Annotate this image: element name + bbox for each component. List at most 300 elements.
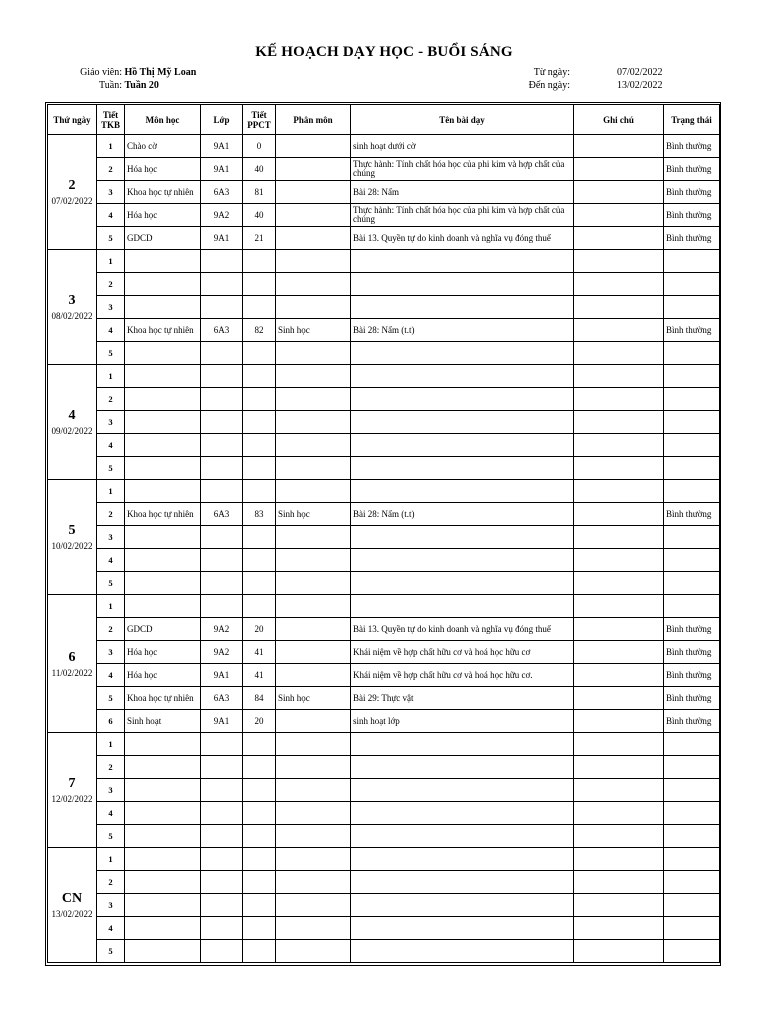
day-number: 6 xyxy=(68,649,76,665)
branch-cell xyxy=(276,618,351,641)
branch-cell xyxy=(276,250,351,273)
subject-cell xyxy=(125,526,201,549)
tkb-cell: 1 xyxy=(97,480,125,503)
col-header-day: Thứ ngày xyxy=(48,105,97,135)
teacher-name: Hồ Thị Mỹ Loan xyxy=(124,67,197,78)
teacher-label: Giáo viên: xyxy=(80,67,122,78)
class-cell xyxy=(201,342,243,365)
from-label: Từ ngày: xyxy=(533,67,570,78)
lesson-cell xyxy=(351,549,574,572)
branch-cell xyxy=(276,549,351,572)
lesson-text: Khái niệm về hợp chất hữu cơ và hoá học hữu cơ xyxy=(353,646,531,657)
tkb-cell: 1 xyxy=(97,135,125,158)
table-row xyxy=(48,940,720,963)
status-cell xyxy=(664,848,720,871)
subject-cell: Hóa học xyxy=(125,204,201,227)
table-header-row xyxy=(48,105,720,135)
tkb-cell: 3 xyxy=(97,181,125,204)
ppct-cell: 0 xyxy=(243,135,276,158)
subject-cell: Hóa học xyxy=(125,641,201,664)
branch-cell: Sinh học xyxy=(276,319,351,342)
tkb-cell: 2 xyxy=(97,158,125,181)
lesson-cell xyxy=(351,526,574,549)
day-cell xyxy=(48,250,97,365)
lesson-cell xyxy=(351,250,574,273)
tkb-cell: 1 xyxy=(97,365,125,388)
ppct-cell: 82 xyxy=(243,319,276,342)
class-cell xyxy=(201,388,243,411)
branch-cell xyxy=(276,710,351,733)
class-cell: 6A3 xyxy=(201,319,243,342)
class-cell: 6A3 xyxy=(201,181,243,204)
lesson-cell xyxy=(351,503,574,526)
ppct-cell xyxy=(243,871,276,894)
col-header-status: Trạng thái xyxy=(664,105,720,135)
lesson-text: Bài 28: Nấm (t.t) xyxy=(353,508,415,519)
branch-cell xyxy=(276,871,351,894)
tkb-cell: 5 xyxy=(97,687,125,710)
day-date: 08/02/2022 xyxy=(51,311,93,321)
subject-cell: Chào cờ xyxy=(125,135,201,158)
to-date: 13/02/2022 xyxy=(616,80,663,91)
ppct-cell xyxy=(243,595,276,618)
ppct-cell xyxy=(243,457,276,480)
branch-cell xyxy=(276,572,351,595)
day-cell xyxy=(48,595,97,733)
note-cell xyxy=(574,549,664,572)
tkb-cell: 5 xyxy=(97,572,125,595)
status-cell xyxy=(664,871,720,894)
class-cell: 9A2 xyxy=(201,618,243,641)
subject-cell xyxy=(125,342,201,365)
subject-cell xyxy=(125,894,201,917)
subject-cell xyxy=(125,549,201,572)
table-row xyxy=(48,204,720,227)
status-cell xyxy=(664,250,720,273)
date-range-info xyxy=(500,66,663,92)
tkb-cell: 4 xyxy=(97,917,125,940)
note-cell xyxy=(574,204,664,227)
note-cell xyxy=(574,687,664,710)
table-row xyxy=(48,342,720,365)
class-cell xyxy=(201,250,243,273)
class-cell xyxy=(201,526,243,549)
table-row xyxy=(48,618,720,641)
table-row xyxy=(48,917,720,940)
ppct-cell xyxy=(243,848,276,871)
status-cell xyxy=(664,434,720,457)
note-cell xyxy=(574,894,664,917)
lesson-text: Thực hành: Tính chất hóa học của phi kim và hợp chất của chúng xyxy=(353,205,565,224)
status-cell: Bình thường xyxy=(664,181,720,204)
class-cell xyxy=(201,549,243,572)
subject-cell: Sinh hoạt xyxy=(125,710,201,733)
table-row xyxy=(48,894,720,917)
lesson-cell xyxy=(351,411,574,434)
lesson-cell xyxy=(351,457,574,480)
ppct-cell: 20 xyxy=(243,618,276,641)
note-cell xyxy=(574,940,664,963)
day-number: 7 xyxy=(68,776,76,791)
table-row xyxy=(48,572,720,595)
lesson-text: Bài 13. Quyền tự do kinh doanh và nghĩa vụ đóng thuế xyxy=(353,623,551,634)
class-cell: 6A3 xyxy=(201,503,243,526)
note-cell xyxy=(574,135,664,158)
branch-cell xyxy=(276,457,351,480)
ppct-cell xyxy=(243,411,276,434)
tkb-cell: 4 xyxy=(97,664,125,687)
table-row xyxy=(48,664,720,687)
class-cell xyxy=(201,940,243,963)
lesson-cell xyxy=(351,802,574,825)
status-cell xyxy=(664,549,720,572)
note-cell xyxy=(574,618,664,641)
lesson-cell xyxy=(351,618,574,641)
status-cell xyxy=(664,457,720,480)
lesson-cell xyxy=(351,204,574,227)
note-cell xyxy=(574,710,664,733)
status-cell xyxy=(664,572,720,595)
note-cell xyxy=(574,825,664,848)
table-row xyxy=(48,526,720,549)
status-cell: Bình thường xyxy=(664,710,720,733)
subject-cell: GDCD xyxy=(125,227,201,250)
note-cell xyxy=(574,342,664,365)
table-row xyxy=(48,296,720,319)
ppct-cell xyxy=(243,365,276,388)
col-header-tkb: Tiết TKB xyxy=(97,105,125,135)
subject-cell: Hóa học xyxy=(125,664,201,687)
ppct-cell xyxy=(243,549,276,572)
table-row xyxy=(48,848,720,871)
ppct-cell: 41 xyxy=(243,664,276,687)
note-cell xyxy=(574,250,664,273)
branch-cell xyxy=(276,664,351,687)
lesson-cell xyxy=(351,296,574,319)
ppct-cell xyxy=(243,342,276,365)
note-cell xyxy=(574,296,664,319)
class-cell xyxy=(201,825,243,848)
table-row xyxy=(48,434,720,457)
branch-cell xyxy=(276,181,351,204)
branch-cell xyxy=(276,894,351,917)
status-cell: Bình thường xyxy=(664,135,720,158)
teacher-info xyxy=(60,66,196,92)
lesson-cell xyxy=(351,342,574,365)
class-cell xyxy=(201,756,243,779)
branch-cell: Sinh học xyxy=(276,687,351,710)
status-cell xyxy=(664,273,720,296)
class-cell xyxy=(201,733,243,756)
class-cell xyxy=(201,296,243,319)
branch-cell xyxy=(276,917,351,940)
table-row xyxy=(48,641,720,664)
class-cell: 9A1 xyxy=(201,135,243,158)
table-row xyxy=(48,779,720,802)
lesson-text: Bài 28: Nấm xyxy=(353,186,399,197)
note-cell xyxy=(574,158,664,181)
table-row xyxy=(48,756,720,779)
table-row xyxy=(48,365,720,388)
lesson-cell xyxy=(351,641,574,664)
ppct-cell xyxy=(243,894,276,917)
note-cell xyxy=(574,365,664,388)
lesson-cell xyxy=(351,848,574,871)
ppct-cell xyxy=(243,756,276,779)
status-cell: Bình thường xyxy=(664,158,720,181)
table-row xyxy=(48,871,720,894)
lesson-cell xyxy=(351,480,574,503)
tkb-cell: 3 xyxy=(97,296,125,319)
ppct-cell xyxy=(243,917,276,940)
branch-cell xyxy=(276,273,351,296)
table-row xyxy=(48,273,720,296)
tkb-cell: 4 xyxy=(97,319,125,342)
status-cell xyxy=(664,342,720,365)
tkb-cell: 5 xyxy=(97,227,125,250)
lesson-text: Bài 13. Quyền tự do kinh doanh và nghĩa vụ đóng thuế xyxy=(353,232,551,243)
class-cell: 9A1 xyxy=(201,710,243,733)
branch-cell xyxy=(276,365,351,388)
lesson-cell xyxy=(351,664,574,687)
day-date: 07/02/2022 xyxy=(51,196,93,206)
tkb-cell: 6 xyxy=(97,710,125,733)
lesson-cell xyxy=(351,319,574,342)
subject-cell: Hóa học xyxy=(125,158,201,181)
table-row xyxy=(48,411,720,434)
lesson-cell xyxy=(351,779,574,802)
note-cell xyxy=(574,434,664,457)
branch-cell xyxy=(276,802,351,825)
week-value: Tuần 20 xyxy=(124,80,159,91)
subject-cell xyxy=(125,273,201,296)
lesson-text: sinh hoạt lớp xyxy=(353,715,400,726)
lesson-cell xyxy=(351,388,574,411)
table-row xyxy=(48,595,720,618)
table-row xyxy=(48,503,720,526)
tkb-cell: 5 xyxy=(97,342,125,365)
branch-cell xyxy=(276,411,351,434)
subject-cell xyxy=(125,457,201,480)
ppct-cell xyxy=(243,802,276,825)
col-header-ppct: Tiết PPCT xyxy=(243,105,276,135)
note-cell xyxy=(574,802,664,825)
lesson-cell xyxy=(351,227,574,250)
ppct-cell xyxy=(243,572,276,595)
subject-cell xyxy=(125,365,201,388)
lesson-cell xyxy=(351,733,574,756)
note-cell xyxy=(574,595,664,618)
table-row xyxy=(48,158,720,181)
subject-cell xyxy=(125,733,201,756)
lesson-cell xyxy=(351,273,574,296)
lesson-cell xyxy=(351,710,574,733)
status-cell xyxy=(664,894,720,917)
branch-cell xyxy=(276,595,351,618)
tkb-cell: 3 xyxy=(97,411,125,434)
branch-cell xyxy=(276,135,351,158)
branch-cell xyxy=(276,526,351,549)
subject-cell xyxy=(125,802,201,825)
branch-cell xyxy=(276,342,351,365)
subject-cell: Khoa học tự nhiên xyxy=(125,503,201,526)
ppct-cell xyxy=(243,733,276,756)
class-cell xyxy=(201,480,243,503)
note-cell xyxy=(574,572,664,595)
day-date: 11/02/2022 xyxy=(51,667,93,678)
ppct-cell: 40 xyxy=(243,204,276,227)
day-cell xyxy=(48,733,97,848)
ppct-cell: 40 xyxy=(243,158,276,181)
subject-cell xyxy=(125,779,201,802)
subject-cell xyxy=(125,411,201,434)
subject-cell: Khoa học tự nhiên xyxy=(125,319,201,342)
table-row xyxy=(48,319,720,342)
class-cell xyxy=(201,894,243,917)
note-cell xyxy=(574,664,664,687)
note-cell xyxy=(574,756,664,779)
subject-cell xyxy=(125,917,201,940)
subject-cell: GDCD xyxy=(125,618,201,641)
schedule-table-frame xyxy=(45,102,721,966)
table-row xyxy=(48,825,720,848)
lesson-cell xyxy=(351,595,574,618)
day-number: 3 xyxy=(68,293,76,308)
day-cell xyxy=(48,480,97,595)
lesson-text: Thực hành: Tính chất hóa học của phi kim và hợp chất của chúng xyxy=(353,159,565,178)
branch-cell xyxy=(276,480,351,503)
lesson-cell xyxy=(351,687,574,710)
class-cell xyxy=(201,802,243,825)
class-cell: 9A2 xyxy=(201,641,243,664)
status-cell xyxy=(664,411,720,434)
subject-cell xyxy=(125,848,201,871)
tkb-cell: 3 xyxy=(97,526,125,549)
class-cell xyxy=(201,595,243,618)
status-cell xyxy=(664,779,720,802)
branch-cell xyxy=(276,227,351,250)
table-row xyxy=(48,549,720,572)
status-cell xyxy=(664,480,720,503)
branch-cell xyxy=(276,825,351,848)
tkb-cell: 2 xyxy=(97,388,125,411)
note-cell xyxy=(574,641,664,664)
lesson-text: Bài 29: Thực vật xyxy=(353,692,414,703)
day-number: 5 xyxy=(68,523,76,538)
note-cell xyxy=(574,779,664,802)
page-title: KẾ HOẠCH DẠY HỌC - BUỔI SÁNG xyxy=(255,44,513,60)
tkb-cell: 3 xyxy=(97,894,125,917)
table-row xyxy=(48,802,720,825)
schedule-table xyxy=(47,104,720,963)
week-label: Tuần: xyxy=(99,80,122,91)
ppct-cell: 41 xyxy=(243,641,276,664)
tkb-cell: 2 xyxy=(97,273,125,296)
tkb-cell: 5 xyxy=(97,940,125,963)
class-cell xyxy=(201,434,243,457)
ppct-cell xyxy=(243,273,276,296)
table-row xyxy=(48,388,720,411)
branch-cell xyxy=(276,733,351,756)
branch-cell: Sinh học xyxy=(276,503,351,526)
tkb-cell: 3 xyxy=(97,641,125,664)
note-cell xyxy=(574,871,664,894)
status-cell: Bình thường xyxy=(664,503,720,526)
class-cell xyxy=(201,871,243,894)
ppct-cell xyxy=(243,940,276,963)
lesson-cell xyxy=(351,365,574,388)
table-row xyxy=(48,250,720,273)
subject-cell xyxy=(125,871,201,894)
class-cell: 9A2 xyxy=(201,204,243,227)
ppct-cell xyxy=(243,250,276,273)
lesson-cell xyxy=(351,572,574,595)
ppct-cell: 83 xyxy=(243,503,276,526)
tkb-cell: 1 xyxy=(97,848,125,871)
branch-cell xyxy=(276,779,351,802)
note-cell xyxy=(574,227,664,250)
table-row xyxy=(48,687,720,710)
table-row xyxy=(48,457,720,480)
lesson-cell xyxy=(351,181,574,204)
col-header-note: Ghi chú xyxy=(574,105,664,135)
day-date: 10/02/2022 xyxy=(51,541,93,551)
day-date: 12/02/2022 xyxy=(51,794,93,804)
lesson-cell xyxy=(351,158,574,181)
tkb-cell: 4 xyxy=(97,802,125,825)
note-cell xyxy=(574,503,664,526)
col-header-branch: Phân môn xyxy=(276,105,351,135)
branch-cell xyxy=(276,158,351,181)
note-cell xyxy=(574,917,664,940)
subject-cell xyxy=(125,572,201,595)
status-cell xyxy=(664,825,720,848)
table-row xyxy=(48,733,720,756)
status-cell: Bình thường xyxy=(664,319,720,342)
status-cell: Bình thường xyxy=(664,641,720,664)
lesson-cell xyxy=(351,825,574,848)
note-cell xyxy=(574,319,664,342)
table-row xyxy=(48,710,720,733)
class-cell: 9A1 xyxy=(201,664,243,687)
class-cell: 9A1 xyxy=(201,227,243,250)
day-number: 2 xyxy=(68,178,76,193)
status-cell xyxy=(664,595,720,618)
note-cell xyxy=(574,733,664,756)
branch-cell xyxy=(276,756,351,779)
subject-cell xyxy=(125,388,201,411)
lesson-cell xyxy=(351,894,574,917)
branch-cell xyxy=(276,388,351,411)
lesson-cell xyxy=(351,756,574,779)
tkb-cell: 4 xyxy=(97,204,125,227)
note-cell xyxy=(574,480,664,503)
tkb-cell: 3 xyxy=(97,779,125,802)
day-date: 09/02/2022 xyxy=(51,426,93,436)
day-number: CN xyxy=(61,891,83,906)
class-cell: 6A3 xyxy=(201,687,243,710)
ppct-cell xyxy=(243,388,276,411)
class-cell xyxy=(201,411,243,434)
class-cell xyxy=(201,779,243,802)
class-cell xyxy=(201,273,243,296)
lesson-text: Khái niệm về hợp chất hữu cơ và hoá học hữu cơ. xyxy=(353,669,533,680)
tkb-cell: 5 xyxy=(97,825,125,848)
col-header-class: Lớp xyxy=(201,105,243,135)
subject-cell xyxy=(125,825,201,848)
status-cell xyxy=(664,733,720,756)
class-cell xyxy=(201,848,243,871)
